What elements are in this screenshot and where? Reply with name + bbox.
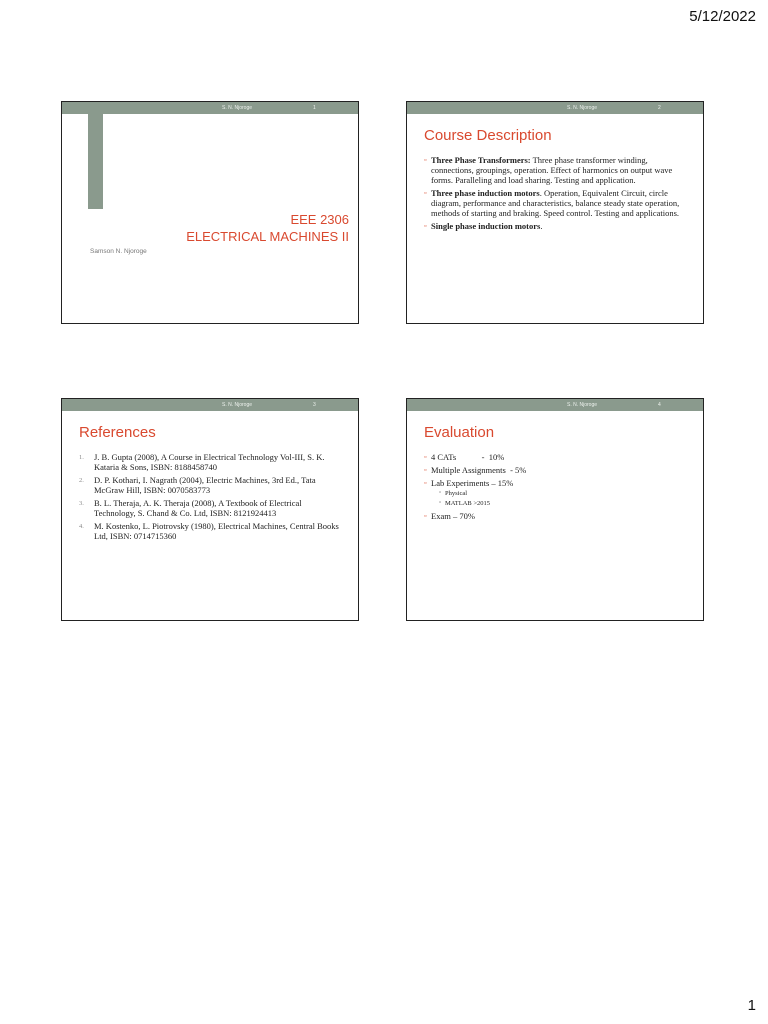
reference-text: D. P. Kothari, I. Nagrath (2004), Electric Machines, 3rd Ed., Tata McGraw Hill, ISBN: 0070583773 [94, 475, 316, 495]
reference-number: 4. [79, 523, 84, 530]
list-item [424, 155, 689, 185]
page-number: 1 [747, 997, 756, 1014]
slide-author: S. N. Njoroge [567, 105, 598, 111]
slide-number: 3 [313, 402, 316, 408]
bullet-icon: ▫ [424, 466, 427, 474]
slide-number: 1 [313, 105, 316, 111]
evaluation-content [424, 452, 689, 524]
slide-number: 4 [658, 402, 661, 408]
slide-title: References [79, 424, 156, 441]
list-item [424, 465, 689, 475]
list-item [424, 478, 689, 508]
reference-text: M. Kostenko, L. Piotrovsky (1980), Electrical Machines, Central Books Ltd, ISBN: 0714715360 [94, 521, 339, 541]
reference-text: J. B. Gupta (2008), A Course in Electrical Technology Vol-III, S. K. Kataria & Sons, ISBN: 8188458740 [94, 452, 325, 472]
references-content [79, 452, 344, 544]
bullet-icon: ▫ [424, 189, 427, 197]
slide-header-bar [62, 399, 358, 411]
list-item [424, 188, 689, 218]
sub-item-text: MATLAB >2015 [445, 500, 491, 507]
sub-list-item [439, 489, 689, 498]
reference-text: B. L. Theraja, A. K. Theraja (2008), A Textbook of Electrical Technology, S. Chand & Co. Ltd, ISBN: 8121924413 [94, 498, 302, 518]
topic-name: Three Phase Transformers: [431, 155, 531, 165]
list-item [424, 452, 689, 462]
slide-1 [61, 101, 359, 324]
course-code: EEE 2306 [290, 212, 349, 227]
topic-name: Single phase induction motors [431, 221, 541, 231]
reference-number: 3. [79, 500, 84, 507]
accent-block [88, 114, 103, 209]
slide-author: S. N. Njoroge [567, 402, 598, 408]
slide-3 [61, 398, 359, 621]
slide-header-bar [62, 102, 358, 114]
page-date: 5/12/2022 [689, 8, 756, 25]
slide-title: Course Description [424, 127, 552, 144]
sub-item-text: Physical [445, 490, 468, 497]
evaluation-item: Multiple Assignments - 5% [431, 465, 527, 475]
evaluation-item: 4 CATs - 10% [431, 452, 505, 462]
sub-bullet-icon: ▫ [439, 490, 442, 496]
topic-text: . Operation, Equivalent Circuit, circle diagram, performance and characteristics, balance steady state operation, methods of starting and braking. Speed control. Testing and applications. [431, 188, 680, 218]
evaluation-item: Exam – 70% [431, 511, 475, 521]
reference-number: 1. [79, 454, 84, 461]
slide-number: 2 [658, 105, 661, 111]
topic-text: . [540, 221, 543, 231]
slide-title: Evaluation [424, 424, 495, 441]
slide-author: S. N. Njoroge [222, 402, 253, 408]
bullet-icon: ▫ [424, 453, 427, 461]
slide-author: S. N. Njoroge [222, 105, 253, 111]
presenter-name: Samson N. Njoroge [90, 248, 147, 255]
evaluation-item: Lab Experiments – 15% [431, 478, 514, 488]
list-item [424, 511, 689, 521]
reference-item [79, 475, 344, 495]
bullet-icon: ▫ [424, 512, 427, 520]
course-title [186, 211, 349, 245]
slide-2 [406, 101, 704, 324]
bullet-icon: ▫ [424, 479, 427, 487]
slide-4 [406, 398, 704, 621]
course-description-content [424, 155, 689, 234]
topic-text: Three phase transformer winding, connections, groupings, operation. Effect of harmonics on output wave forms. Paralleling and load sharing. Testing and application. [431, 155, 673, 185]
list-item [424, 221, 689, 231]
slide-header-bar [407, 102, 703, 114]
slide-header-bar [407, 399, 703, 411]
sub-list-item [439, 499, 689, 508]
topic-name: Three phase induction motors [431, 188, 540, 198]
reference-item [79, 498, 344, 518]
sub-bullet-icon: ▫ [439, 500, 442, 506]
reference-item [79, 452, 344, 472]
bullet-icon: ▫ [424, 222, 427, 230]
reference-item [79, 521, 344, 541]
bullet-icon: ▫ [424, 156, 427, 164]
course-name: ELECTRICAL MACHINES II [186, 229, 349, 244]
reference-number: 2. [79, 477, 84, 484]
